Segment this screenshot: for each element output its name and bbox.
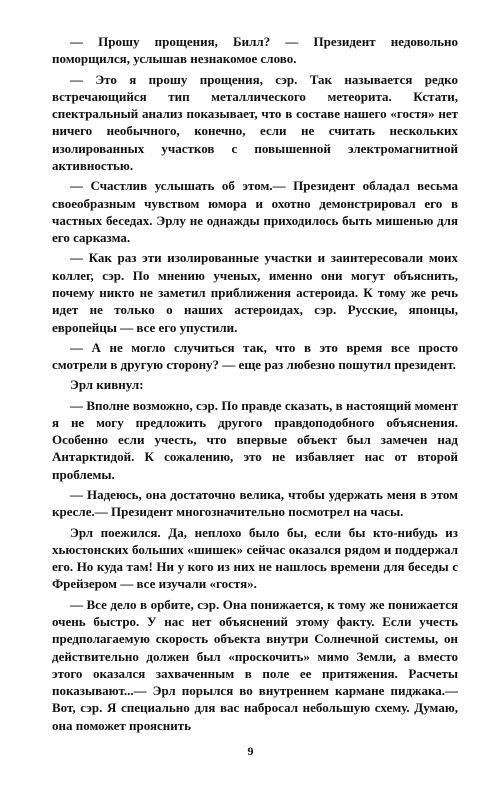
paragraph: — Это я прошу прощения, сэр. Так называется редко встречающийся тип металлического метеорита. Кстати, спектральный анализ показывает, что в составе нашего «гостя» нет ничего необычного, конечно, если не считать нескольких изолированных участков с повышенной электромагнитной активностью. — [52, 71, 458, 173]
paragraph: — А не могло случиться так, что в это время все просто смотрели в другую сторону? — еще раз любезно пошутил президент. — [52, 339, 458, 373]
paragraph: — Все дело в орбите, сэр. Она понижается, к тому же понижается очень быстро. У нас нет объяснений этому факту. Если учесть предполагаемую скорость объекта внутри Солнечной системы, он действительно должен был «проскочить» мимо Земли, а вместо этого оказался захваченным в поле ее притяжения. Расчеты показывают...— Эрл порылся во внутреннем кармане пиджака.— Вот, сэр. Я специально для вас набросал небольшую схему. Думаю, она поможет прояснить — [52, 596, 458, 733]
paragraph: — Прошу прощения, Билл? — Президент недовольно поморщился, услышав незнакомое слово. — [52, 34, 458, 67]
paragraph: Эрл кивнул: — [70, 377, 144, 393]
body-text — [52, 33, 458, 734]
paragraph: — Счастлив услышать об этом.— Президент обладал весьма своеобразным чувством юмора и охотно демонстрировал его в частных беседах. Эрлу не однажды приходилось быть мишенью для его сарказма. — [52, 178, 458, 246]
paragraph: — Как раз эти изолированные участки и заинтересовали моих коллег, сэр. По мнению ученых, именно они могут объяснить, почему никто не заметил приближения астероида. К тому же речь идет не только о наших астероидах, сэр. Русские, японцы, европейцы — все его упустили. — [52, 250, 458, 335]
page-number: 9 — [247, 744, 254, 758]
paragraph: — Надеюсь, она достаточно велика, чтобы удержать меня в этом кресле.— Президент многозначительно посмотрел на часы. — [52, 487, 458, 520]
paragraph: Эрл поежился. Да, неплохо было бы, если бы кто-нибудь из хьюстонских больших «шишек» сейчас оказался рядом и поддержал его. Но куда там! Ни у кого из них не нашлось времени для беседы с Фрейзером — все изучали «гостя». — [52, 524, 458, 592]
paragraph: — Вполне возможно, сэр. По правде сказать, в настоящий момент я не могу предложить другого правдоподобного объяснения. Особенно если учесть, что впервые объект был замечен над Антарктидой. К сожалению, это не избавляет нас от второй проблемы. — [52, 397, 458, 482]
